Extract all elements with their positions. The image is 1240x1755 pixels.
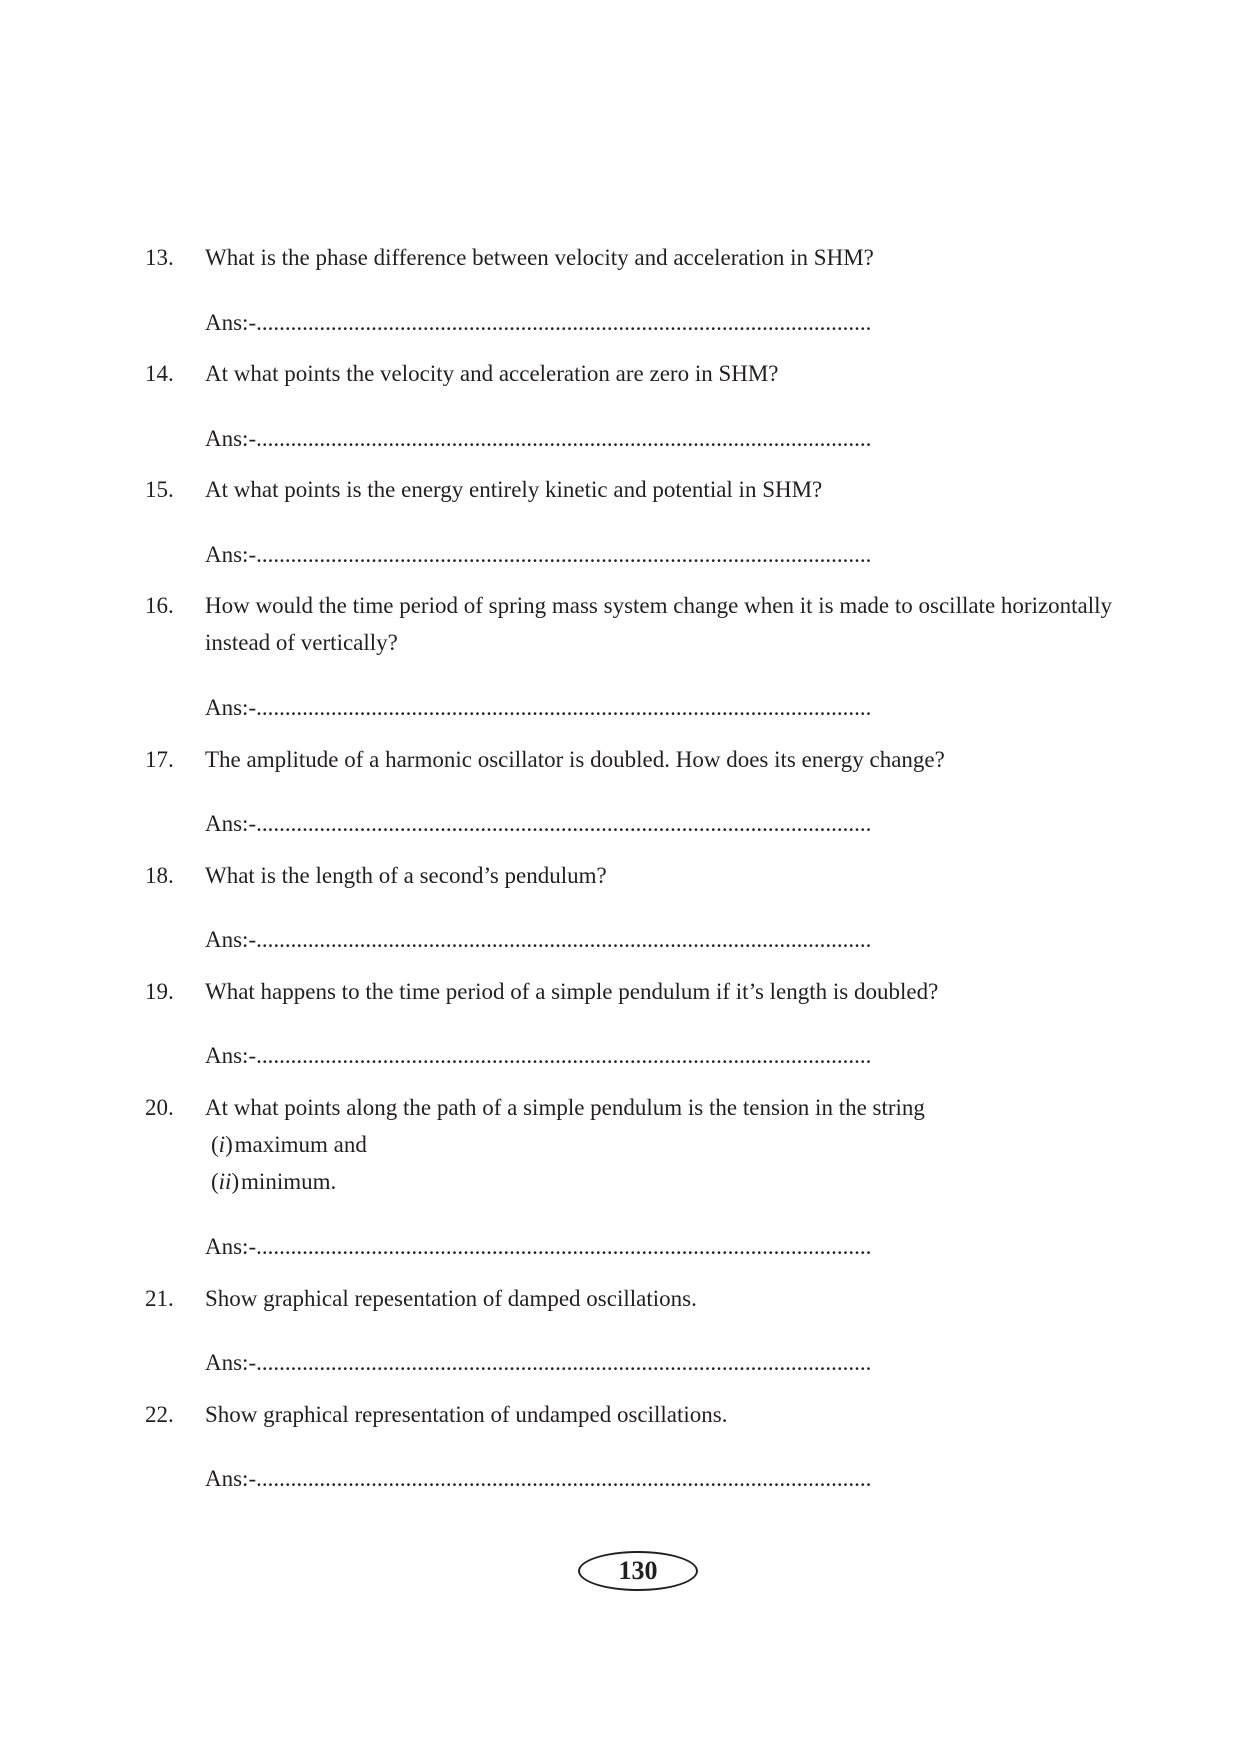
- question-text: What is the length of a second’s pendulum?: [205, 863, 607, 888]
- question-20: [145, 1089, 1145, 1200]
- answer-line-17: Ans:-...........................................................................................................: [205, 811, 872, 836]
- question-number: 13.: [145, 245, 174, 270]
- answer-line-21: Ans:-...........................................................................................................: [205, 1350, 872, 1375]
- question-16: [145, 587, 1145, 661]
- sub-item-text: minimum.: [241, 1169, 337, 1194]
- answer-line-22: Ans:-...........................................................................................................: [205, 1466, 872, 1491]
- question-number: 19.: [145, 979, 174, 1004]
- answer-line-13: Ans:-...........................................................................................................: [205, 310, 872, 335]
- sub-item-marker: i: [218, 1132, 226, 1157]
- question-text: Show graphical representation of undamped oscillations.: [205, 1402, 728, 1427]
- question-text: Show graphical repesentation of damped oscillations.: [205, 1286, 697, 1311]
- answer-line-18: Ans:-...........................................................................................................: [205, 927, 872, 952]
- answer-line-15: Ans:-...........................................................................................................: [205, 542, 872, 567]
- question-22: [145, 1396, 1145, 1433]
- question-19: [145, 973, 1145, 1010]
- question-number: 20.: [145, 1095, 174, 1120]
- question-number: 14.: [145, 361, 174, 386]
- question-number: 22.: [145, 1402, 174, 1427]
- question-number: 17.: [145, 747, 174, 772]
- question-text: At what points the velocity and acceleration are zero in SHM?: [205, 361, 779, 386]
- question-text: What is the phase difference between velocity and acceleration in SHM?: [205, 245, 874, 270]
- question-text: At what points is the energy entirely kinetic and potential in SHM?: [205, 477, 823, 502]
- question-13: [145, 239, 1145, 276]
- answer-line-16: Ans:-...........................................................................................................: [205, 695, 872, 720]
- question-number: 16.: [145, 593, 174, 618]
- question-15: [145, 471, 1145, 508]
- question-21: [145, 1280, 1145, 1317]
- question-17: [145, 741, 1145, 778]
- answer-line-14: Ans:-...........................................................................................................: [205, 426, 872, 451]
- question-text: At what points along the path of a simple pendulum is the tension in the string: [205, 1095, 925, 1120]
- page-number: 130: [578, 1551, 698, 1591]
- answer-line-20: Ans:-...........................................................................................................: [205, 1234, 872, 1259]
- sub-item-ii: (ii) minimum.: [211, 1169, 337, 1194]
- question-18: [145, 857, 1145, 894]
- question-14: [145, 355, 1145, 392]
- sub-item-text: maximum and: [234, 1132, 367, 1157]
- question-text: How would the time period of spring mass system change when it is made to oscillate horizontally instead of vertically?: [205, 593, 1113, 655]
- question-text: The amplitude of a harmonic oscillator is doubled. How does its energy change?: [205, 747, 945, 772]
- question-text: What happens to the time period of a simple pendulum if it’s length is doubled?: [205, 979, 939, 1004]
- question-number: 18.: [145, 863, 174, 888]
- question-number: 15.: [145, 477, 174, 502]
- question-number: 21.: [145, 1286, 174, 1311]
- sub-item-i: (i) maximum and: [211, 1132, 367, 1157]
- answer-line-19: Ans:-...........................................................................................................: [205, 1043, 872, 1068]
- sub-item-marker: ii: [218, 1169, 232, 1194]
